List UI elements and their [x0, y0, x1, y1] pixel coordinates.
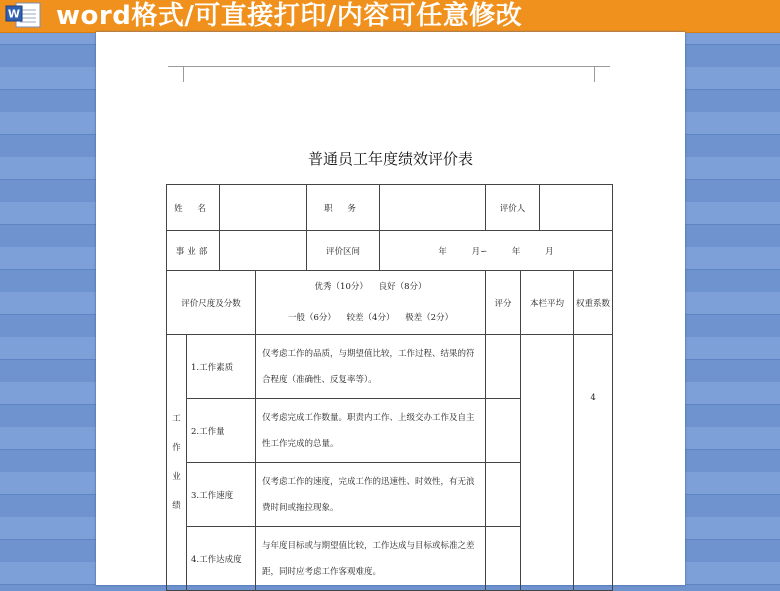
section-char: 作 — [172, 442, 181, 453]
table-row — [167, 185, 613, 231]
evaluation-table — [166, 184, 613, 591]
score-cell[interactable] — [486, 463, 521, 527]
name-label: 姓 名 — [167, 185, 220, 231]
position-label: 职 务 — [307, 185, 380, 231]
score-cell[interactable] — [486, 399, 521, 463]
scale-description — [256, 271, 486, 335]
section-char: 工 — [172, 413, 181, 424]
page-corner-mark — [594, 66, 610, 82]
period-field[interactable]: 年 月∽ 年 月 — [380, 231, 613, 271]
score-cell[interactable] — [486, 335, 521, 399]
document-page — [96, 32, 685, 585]
page-corner-mark — [168, 66, 184, 82]
criterion-description: 仅考虑完成工作数量。职责内工作、上级交办工作及自主性工作完成的总量。 — [256, 399, 486, 463]
average-header: 本栏平均 — [521, 271, 574, 335]
criterion-description: 仅考虑工作的速度，完成工作的迅速性、时效性，有无浪费时间或拖拉现象。 — [256, 463, 486, 527]
name-field[interactable] — [220, 185, 307, 231]
weight-value: 4 — [574, 335, 613, 591]
period-label: 评价区间 — [307, 231, 380, 271]
average-cell[interactable] — [521, 335, 574, 591]
page-header-line — [183, 66, 594, 67]
top-banner — [0, 0, 780, 33]
svg-text:W: W — [7, 7, 21, 21]
section-char: 绩 — [172, 500, 181, 511]
scale-line: 优秀（10分） 良好（8分） — [314, 281, 427, 292]
criterion-description: 与年度目标或与期望值比较，工作达成与目标或标准之差距，同时应考虑工作客观难度。 — [256, 527, 486, 591]
section-char: 业 — [172, 471, 181, 482]
banner-title: word格式/可直接打印/内容可任意修改 — [56, 1, 523, 31]
department-label: 事业部 — [167, 231, 220, 271]
table-row — [167, 271, 613, 335]
reviewer-label: 评价人 — [486, 185, 540, 231]
score-cell[interactable] — [486, 527, 521, 591]
weight-header: 权重系数 — [574, 271, 613, 335]
document-title: 普通员工年度绩效评价表 — [307, 150, 473, 168]
criterion-name: 1.工作素质 — [187, 335, 256, 399]
position-field[interactable] — [380, 185, 486, 231]
table-row — [167, 231, 613, 271]
reviewer-field[interactable] — [540, 185, 613, 231]
department-field[interactable] — [220, 231, 307, 271]
word-document-icon — [4, 2, 44, 28]
scale-line: 一般（6分） 较差（4分） 极差（2分） — [287, 312, 454, 323]
section-label-work-performance — [167, 335, 187, 591]
table-row — [167, 335, 613, 399]
criterion-name: 3.工作速度 — [187, 463, 256, 527]
score-header: 评分 — [486, 271, 521, 335]
criterion-description: 仅考虑工作的品质，与期望值比较，工作过程、结果的符合程度（准确性、反复率等）。 — [256, 335, 486, 399]
scale-label: 评价尺度及分数 — [167, 271, 256, 335]
criterion-name: 2.工作量 — [187, 399, 256, 463]
criterion-name: 4.工作达成度 — [187, 527, 256, 591]
